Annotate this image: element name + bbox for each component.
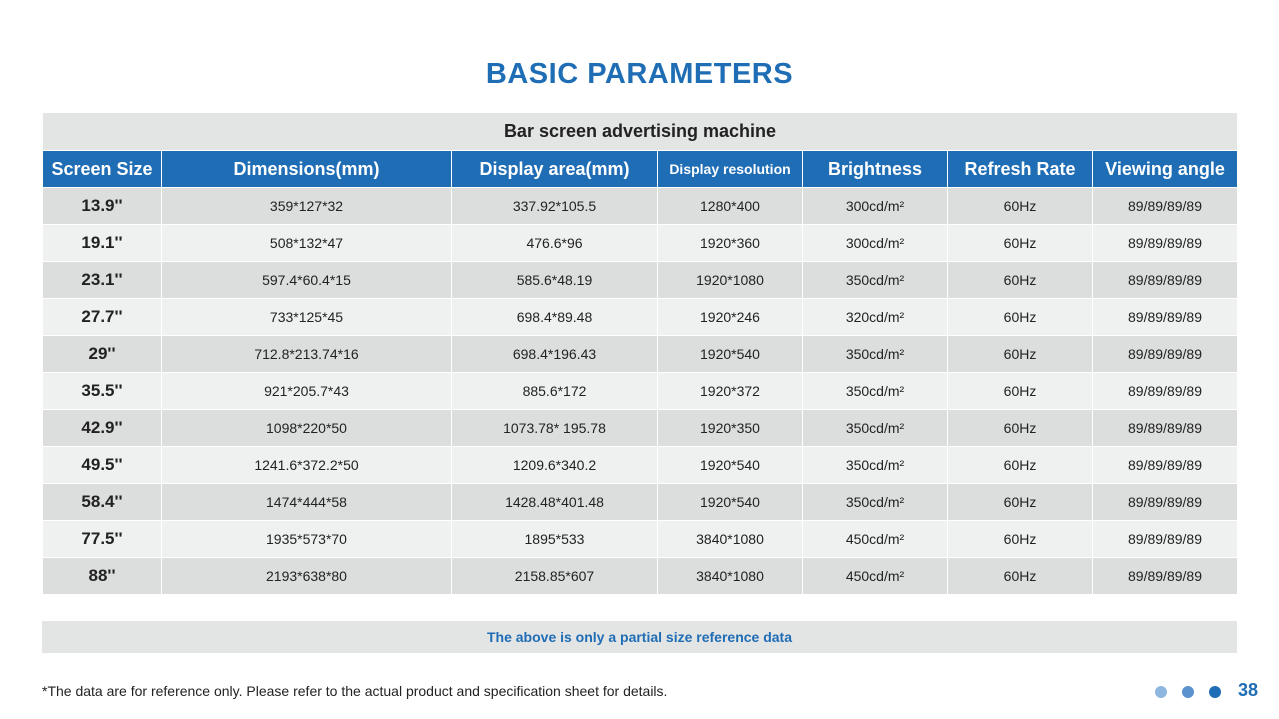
table-cell: 60Hz xyxy=(948,521,1093,558)
table-cell: 2193*638*80 xyxy=(162,558,452,595)
table-row xyxy=(43,484,1238,521)
table-cell: 698.4*196.43 xyxy=(452,336,658,373)
table-cell: 60Hz xyxy=(948,336,1093,373)
table-header-row xyxy=(43,151,1238,188)
table-cell: 1920*540 xyxy=(658,447,803,484)
table-cell: 1280*400 xyxy=(658,188,803,225)
table-cell: 1241.6*372.2*50 xyxy=(162,447,452,484)
screen-size-cell: 35.5'' xyxy=(43,373,162,410)
table-cell: 698.4*89.48 xyxy=(452,299,658,336)
page-number: 38 xyxy=(1238,680,1259,700)
table-cell: 921*205.7*43 xyxy=(162,373,452,410)
column-header: Dimensions(mm) xyxy=(162,151,452,188)
table-cell: 350cd/m² xyxy=(803,336,948,373)
table-row xyxy=(43,299,1238,336)
screen-size-cell: 49.5'' xyxy=(43,447,162,484)
table-cell: 1935*573*70 xyxy=(162,521,452,558)
table-cell: 350cd/m² xyxy=(803,447,948,484)
table-cell: 450cd/m² xyxy=(803,558,948,595)
table-cell: 1920*372 xyxy=(658,373,803,410)
table-cell: 1920*540 xyxy=(658,336,803,373)
table-cell: 1920*360 xyxy=(658,225,803,262)
table-cell: 89/89/89/89 xyxy=(1093,299,1238,336)
column-header: Display area(mm) xyxy=(452,151,658,188)
table-cell: 1895*533 xyxy=(452,521,658,558)
table-cell: 3840*1080 xyxy=(658,558,803,595)
table-cell: 89/89/89/89 xyxy=(1093,373,1238,410)
table-cell: 2158.85*607 xyxy=(452,558,658,595)
footnote: *The data are for reference only. Please refer to the actual product and specification sheet for details. xyxy=(42,683,668,699)
table-cell: 337.92*105.5 xyxy=(452,188,658,225)
table-cell: 60Hz xyxy=(948,299,1093,336)
table-cell: 597.4*60.4*15 xyxy=(162,262,452,299)
table-row xyxy=(43,225,1238,262)
table-cell: 885.6*172 xyxy=(452,373,658,410)
table-cell: 1920*350 xyxy=(658,410,803,447)
table-cell: 508*132*47 xyxy=(162,225,452,262)
table-cell: 89/89/89/89 xyxy=(1093,262,1238,299)
page-title: BASIC PARAMETERS xyxy=(485,58,794,90)
table-cell: 1920*1080 xyxy=(658,262,803,299)
table-row xyxy=(43,373,1238,410)
table-cell: 89/89/89/89 xyxy=(1093,447,1238,484)
table-cell: 89/89/89/89 xyxy=(1093,336,1238,373)
table-cell: 476.6*96 xyxy=(452,225,658,262)
parameters-table xyxy=(42,112,1238,595)
table-cell: 89/89/89/89 xyxy=(1093,225,1238,262)
table-cell: 300cd/m² xyxy=(803,188,948,225)
reference-note: The above is only a partial size reference data xyxy=(42,621,1237,653)
table-cell: 60Hz xyxy=(948,558,1093,595)
table-cell: 89/89/89/89 xyxy=(1093,484,1238,521)
screen-size-cell: 29'' xyxy=(43,336,162,373)
table-row xyxy=(43,447,1238,484)
table-cell: 300cd/m² xyxy=(803,225,948,262)
table-cell: 89/89/89/89 xyxy=(1093,521,1238,558)
table-row xyxy=(43,188,1238,225)
table-cell: 1073.78* 195.78 xyxy=(452,410,658,447)
table-cell: 1920*246 xyxy=(658,299,803,336)
table-cell: 60Hz xyxy=(948,484,1093,521)
screen-size-cell: 13.9'' xyxy=(43,188,162,225)
table-cell: 359*127*32 xyxy=(162,188,452,225)
screen-size-cell: 27.7'' xyxy=(43,299,162,336)
screen-size-cell: 58.4'' xyxy=(43,484,162,521)
table-cell: 1209.6*340.2 xyxy=(452,447,658,484)
page-dot xyxy=(1209,686,1221,698)
table-cell: 60Hz xyxy=(948,225,1093,262)
table-row xyxy=(43,521,1238,558)
table-cell: 89/89/89/89 xyxy=(1093,188,1238,225)
table-body xyxy=(43,188,1238,595)
table-cell: 712.8*213.74*16 xyxy=(162,336,452,373)
table-cell: 60Hz xyxy=(948,262,1093,299)
column-header: Brightness xyxy=(803,151,948,188)
table-cell: 320cd/m² xyxy=(803,299,948,336)
column-header: Display resolution xyxy=(658,151,803,188)
table-cell: 60Hz xyxy=(948,447,1093,484)
table-row xyxy=(43,410,1238,447)
table-cell: 3840*1080 xyxy=(658,521,803,558)
table-row xyxy=(43,336,1238,373)
table-cell: 60Hz xyxy=(948,373,1093,410)
table-row xyxy=(43,558,1238,595)
screen-size-cell: 19.1'' xyxy=(43,225,162,262)
table-cell: 585.6*48.19 xyxy=(452,262,658,299)
screen-size-cell: 77.5'' xyxy=(43,521,162,558)
table-cell: 350cd/m² xyxy=(803,484,948,521)
screen-size-cell: 23.1'' xyxy=(43,262,162,299)
screen-size-cell: 42.9'' xyxy=(43,410,162,447)
page-dot xyxy=(1182,686,1194,698)
page-dot xyxy=(1155,686,1167,698)
table-cell: 1474*444*58 xyxy=(162,484,452,521)
table-cell: 450cd/m² xyxy=(803,521,948,558)
table-cell: 60Hz xyxy=(948,410,1093,447)
table-cell: 1428.48*401.48 xyxy=(452,484,658,521)
table-cell: 1920*540 xyxy=(658,484,803,521)
table-cell: 89/89/89/89 xyxy=(1093,410,1238,447)
table-cell: 350cd/m² xyxy=(803,262,948,299)
table-cell: 1098*220*50 xyxy=(162,410,452,447)
table-row xyxy=(43,262,1238,299)
column-header: Refresh Rate xyxy=(948,151,1093,188)
table-cell: 60Hz xyxy=(948,188,1093,225)
screen-size-cell: 88'' xyxy=(43,558,162,595)
column-header: Screen Size xyxy=(43,151,162,188)
table-cell: 350cd/m² xyxy=(803,410,948,447)
table-cell: 350cd/m² xyxy=(803,373,948,410)
table-cell: 89/89/89/89 xyxy=(1093,558,1238,595)
column-header: Viewing angle xyxy=(1093,151,1238,188)
table-caption: Bar screen advertising machine xyxy=(43,113,1238,151)
table-cell: 733*125*45 xyxy=(162,299,452,336)
